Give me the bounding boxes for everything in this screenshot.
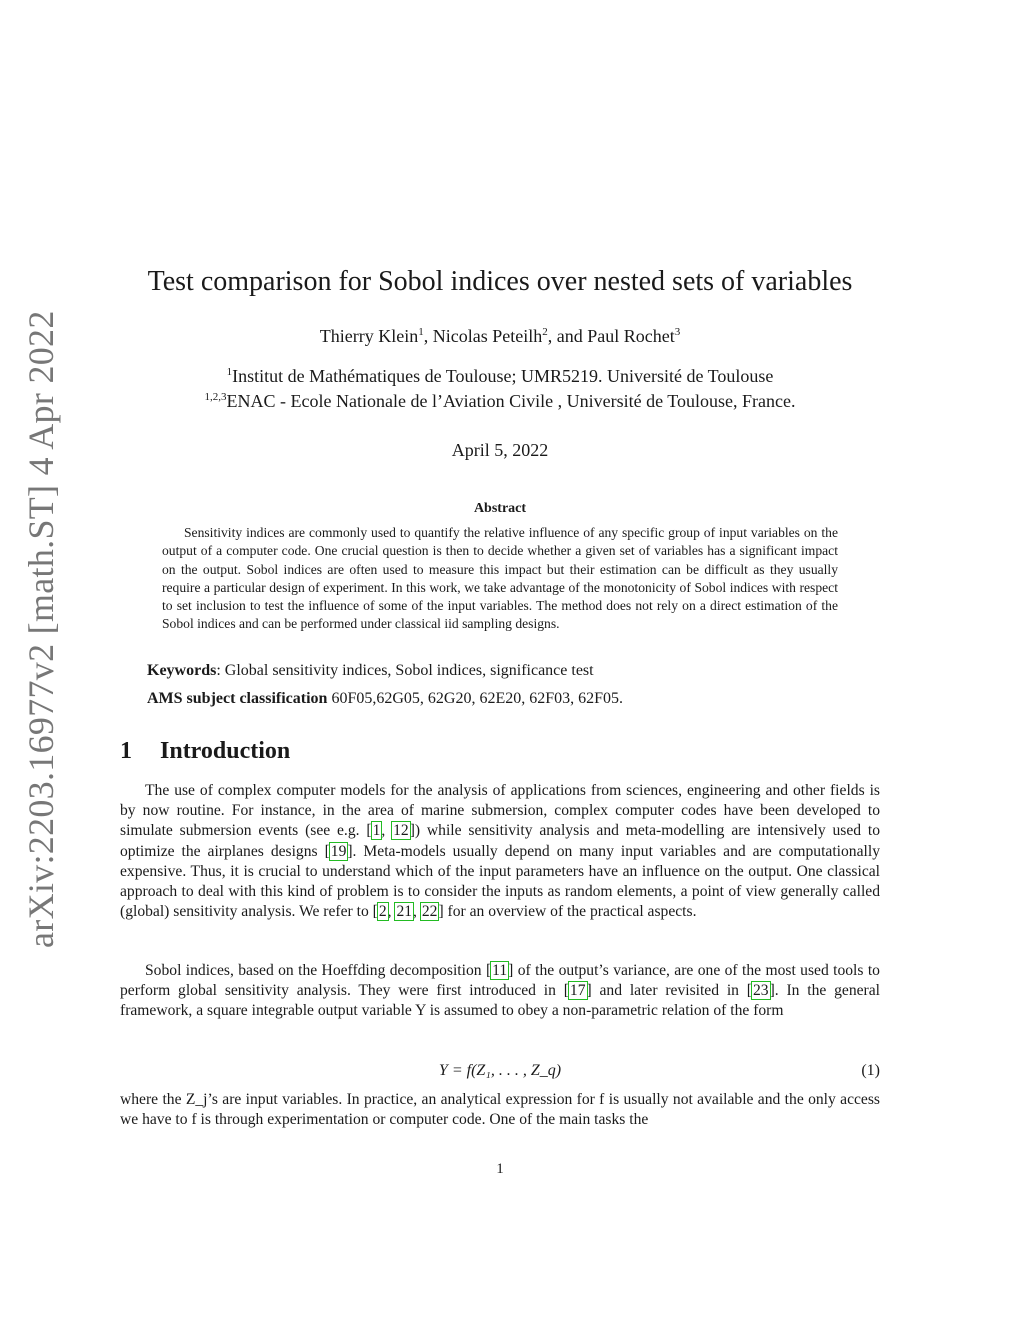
- paragraph-text: ,: [387, 903, 396, 921]
- paragraph-text: ,: [413, 903, 421, 921]
- author-name: Paul Rochet: [587, 326, 675, 346]
- section-heading: [120, 738, 290, 765]
- affiliation-mark: 1,2,3: [204, 391, 227, 403]
- affiliation-text: Institut de Mathématiques de Toulouse; UMR5219. Université de Toulouse: [232, 366, 774, 386]
- affiliation-line: [0, 391, 1000, 412]
- equation-body: Y = f(Z₁, . . . , Z_q): [438, 1062, 562, 1079]
- section-number: 1: [120, 738, 132, 764]
- ams-classification-line: [147, 690, 887, 708]
- equation-block: [120, 1062, 880, 1084]
- equation-number: (1): [861, 1062, 880, 1079]
- author-affiliation-mark: 2: [542, 326, 548, 338]
- ams-label: AMS subject classification: [147, 690, 328, 707]
- citation-link[interactable]: 23: [752, 982, 769, 1000]
- page-number: 1: [496, 1161, 504, 1177]
- author-affiliation-mark: 3: [674, 326, 681, 338]
- paragraph-text: ]) while sensitivity analysis and meta-modelling are intensively used to optimize the airplanes designs [: [120, 822, 880, 860]
- keywords-line: [147, 662, 887, 680]
- affiliation-line: [0, 366, 1000, 387]
- author-name: Nicolas Peteilh: [432, 326, 543, 346]
- citation-link[interactable]: 1: [372, 822, 381, 840]
- citation-link[interactable]: 21: [396, 903, 413, 921]
- citation-link[interactable]: 19: [330, 842, 347, 860]
- affiliation-text: ENAC - Ecole Nationale de l’Aviation Civile , Université de Toulouse, France.: [226, 391, 796, 411]
- publication-date: April 5, 2022: [451, 440, 549, 460]
- citation-link[interactable]: 22: [421, 903, 438, 921]
- paragraph-text: The use of complex computer models for the analysis of applications from sciences, engineering and other fields is by now routine. For instance, in the area of marine submersion, complex computer codes have been developed to simulate submersion events (see e.g. [: [120, 782, 880, 840]
- paragraph-text: ]. Meta-models usually depend on many input variables and are computationally expensive. Thus, it is crucial to understand which of the input parameters have an influence on the output. One classical approach to deal with this kind of problem is to consider the inputs as random elements, a point of view generally called (global) sensitivity analysis. We refer to [: [120, 842, 880, 921]
- paragraph-text: ]. In the general framework, a square integrable output variable Y is assumed to obey a non-parametric relation of the form: [120, 982, 880, 1020]
- paragraph-text: ,: [381, 822, 393, 840]
- section-title: Introduction: [160, 738, 291, 764]
- abstract-body: Sensitivity indices are commonly used to quantify the relative influence of any specific group of input variables on the output of a computer code. One crucial question is then to decide whether a given set of variables has a significant impact on the output. Sobol indices are often used to measure this impact but their estimation can be difficult as they usually require a particular design of experiment. In this work, we take advantage of the monotonicity of Sobol indices with respect to set inclusion to test the influence of some of the input variables. The method does not rely on a direct estimation of the Sobol indices and can be performed under classical iid sampling designs.: [162, 525, 838, 632]
- arxiv-identifier: arXiv:2203.16977v2 [math.ST] 4 Apr 2022: [21, 310, 61, 948]
- body-paragraph: where the Z_j’s are input variables. In practice, an analytical expression for f is usually not available and the only access we have to f is through experimentation or computer code. One of the main tasks the: [120, 1091, 880, 1129]
- author-list: [0, 326, 1000, 347]
- author-name: Thierry Klein: [319, 326, 419, 346]
- abstract-heading: Abstract: [473, 501, 527, 516]
- author-separator: , and: [547, 326, 588, 346]
- citation-link[interactable]: 17: [569, 982, 586, 1000]
- keywords-label: Keywords: [147, 662, 217, 679]
- citation-link[interactable]: 11: [492, 962, 508, 979]
- body-paragraph: [120, 961, 880, 1022]
- ams-codes: 60F05,62G05, 62G20, 62E20, 62F03, 62F05.: [327, 690, 624, 707]
- paper-title: Test comparison for Sobol indices over nested sets of variables: [147, 266, 853, 297]
- paragraph-text: ] of the output’s variance, are one of the most used tools to perform global sensitivity analysis. They were first introduced in [: [120, 962, 880, 1000]
- author-affiliation-mark: 1: [418, 326, 424, 338]
- affiliation-mark: 1: [226, 366, 233, 378]
- paragraph-text: Sobol indices, based on the Hoeffding decomposition [: [145, 962, 492, 979]
- body-paragraph: [120, 781, 880, 922]
- citation-link[interactable]: 2: [378, 903, 387, 921]
- paragraph-text: ] and later revisited in [: [586, 982, 752, 1000]
- author-separator: ,: [423, 326, 433, 346]
- citation-link[interactable]: 12: [393, 822, 409, 840]
- paragraph-text: ] for an overview of the practical aspects.: [438, 903, 697, 921]
- keywords-text: : Global sensitivity indices, Sobol indices, significance test: [216, 662, 594, 679]
